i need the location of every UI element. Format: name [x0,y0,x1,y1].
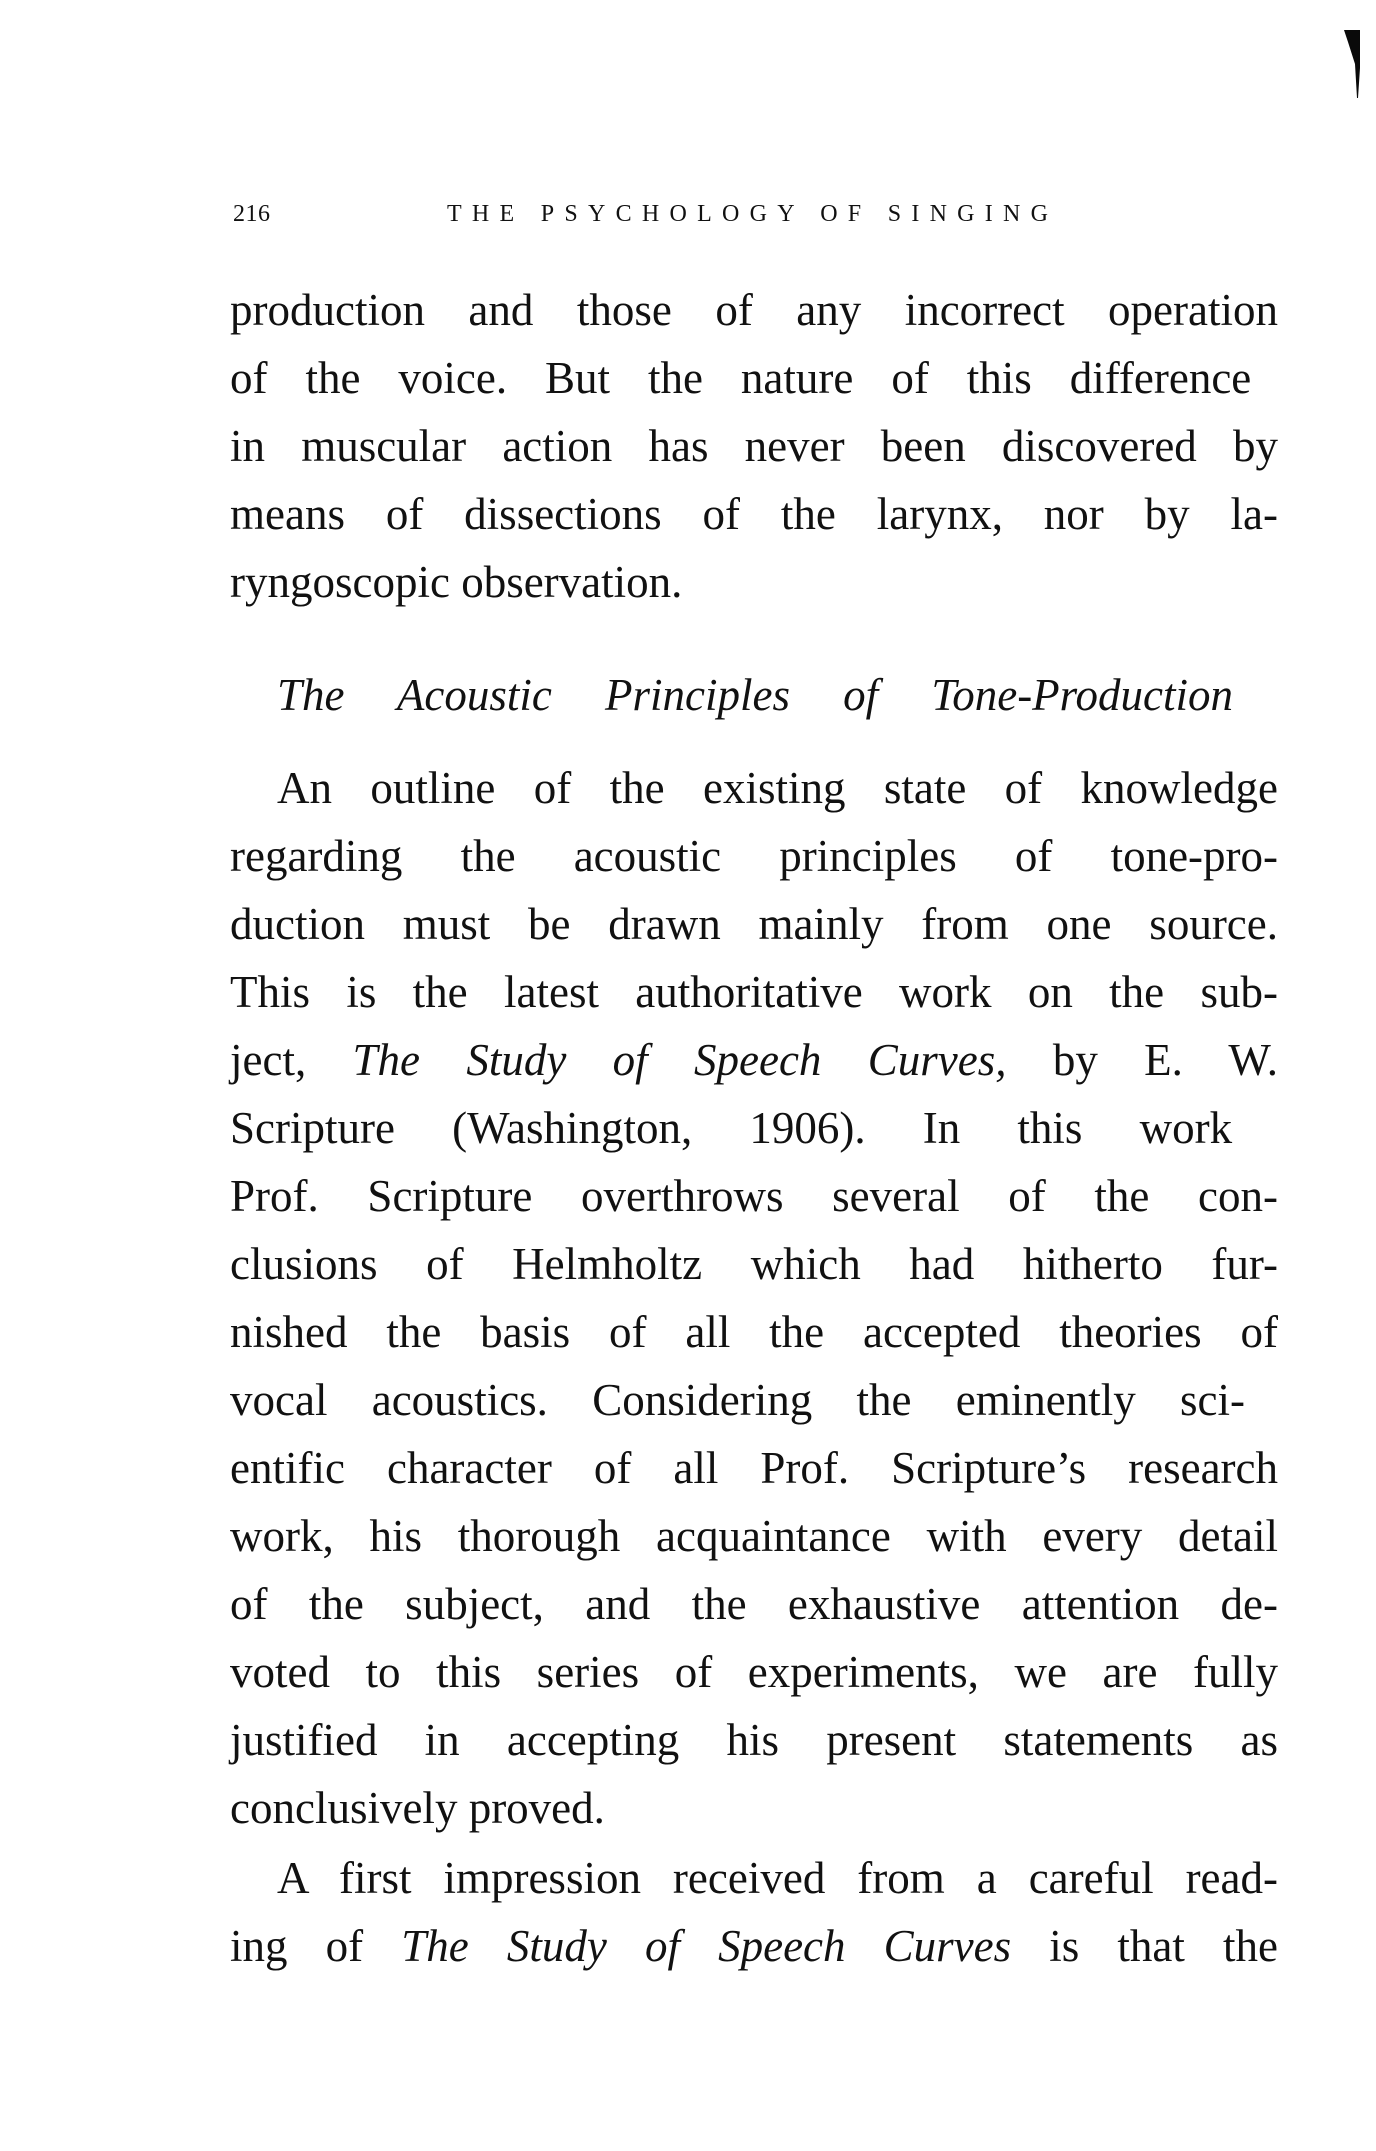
line-text: vocal acoustics. Considering the eminently sci- [230,1375,1245,1425]
line-content [230,1230,1278,1298]
line-text: A first impression received from a careful read- [277,1853,1278,1903]
line-text: ryngoscopic observation. [230,557,683,607]
text-line [230,1570,1278,1638]
line-text: Scripture (Washington, 1906). In this work [230,1103,1233,1153]
line-text: means of dissections of the larynx, nor by la- [230,489,1278,539]
text-line [230,1706,1278,1774]
line-content [277,754,1278,822]
line-text: nished the basis of all the accepted theories of [230,1307,1278,1357]
text-line [230,344,1278,412]
line-content [230,1094,1232,1162]
line-text: clusions of Helmholtz which had hitherto fur- [230,1239,1278,1289]
text-line [230,1298,1278,1366]
line-content [230,276,1278,344]
line-content [230,1912,1278,1980]
line-text: conclusively proved. [230,1783,605,1833]
running-head [233,199,1278,229]
line-text: ject, [230,1035,353,1085]
text-line [230,890,1278,958]
paragraph [230,754,1278,1842]
line-content [230,1502,1278,1570]
text-line [230,1912,1278,1980]
paragraph [230,276,1278,616]
line-text: by E. W. [1006,1035,1278,1085]
text-line [230,1502,1278,1570]
text-line [230,754,1278,822]
line-content [277,1844,1278,1912]
text-line [230,1844,1278,1912]
line-content [230,1706,1278,1774]
line-text: duction must be drawn mainly from one source. [230,899,1278,949]
line-content [230,548,682,616]
section-heading [277,661,1233,729]
line-text: production and those of any incorrect operation [230,285,1278,335]
line-content [230,1162,1278,1230]
line-content [230,958,1278,1026]
line-text: of the voice. But the nature of this difference [230,353,1252,403]
line-text: entific character of all Prof. Scripture’s research [230,1443,1278,1493]
text-line [230,1434,1278,1502]
margin-mark-shape [1344,30,1360,98]
text-line [230,958,1278,1026]
running-head-title: THE PSYCHOLOGY OF SINGING [447,201,1059,227]
line-text: This is the latest authoritative work on the sub- [230,967,1278,1017]
line-content [230,1366,1245,1434]
line-text: ing of [230,1921,402,1971]
line-text: of the subject, and the exhaustive attention de- [230,1579,1278,1629]
line-content [230,344,1251,412]
text-line [230,480,1278,548]
line-text: voted to this series of experiments, we are fully [230,1647,1278,1697]
text-line [230,1638,1278,1706]
line-text: in muscular action has never been discovered by [230,421,1278,471]
line-content [230,1570,1278,1638]
margin-mark [1344,28,1364,100]
line-content [230,1774,605,1842]
text-line [230,1162,1278,1230]
line-text: is that the [1011,1921,1278,1971]
line-content [230,822,1278,890]
line-text: work, his thorough acquaintance with every detail [230,1511,1278,1561]
text-line [230,1026,1278,1094]
text-line [230,412,1278,480]
text-line [230,548,1278,616]
line-text: An outline of the existing state of knowledge [277,763,1278,813]
text-line [230,1094,1278,1162]
line-content [230,1434,1278,1502]
text-line [230,1230,1278,1298]
line-content [230,1638,1278,1706]
page-number: 216 [233,201,271,227]
line-content [230,480,1278,548]
line-text: regarding the acoustic principles of tone-pro- [230,831,1278,881]
section-heading-text: The Acoustic Principles of Tone-Production [277,670,1233,720]
line-content [230,890,1278,958]
line-content [230,412,1278,480]
italic-title-text: The Study of Speech Curves, [352,1035,1007,1085]
line-content [230,1026,1278,1094]
italic-title-text: The Study of Speech Curves [401,1921,1012,1971]
text-line [230,1366,1278,1434]
line-text: Prof. Scripture overthrows several of the con- [230,1171,1278,1221]
paragraph [230,1844,1278,1980]
text-line [230,822,1278,890]
line-text: justified in accepting his present statements as [230,1715,1278,1765]
line-content [230,1298,1278,1366]
text-line [230,276,1278,344]
text-line [230,1774,1278,1842]
